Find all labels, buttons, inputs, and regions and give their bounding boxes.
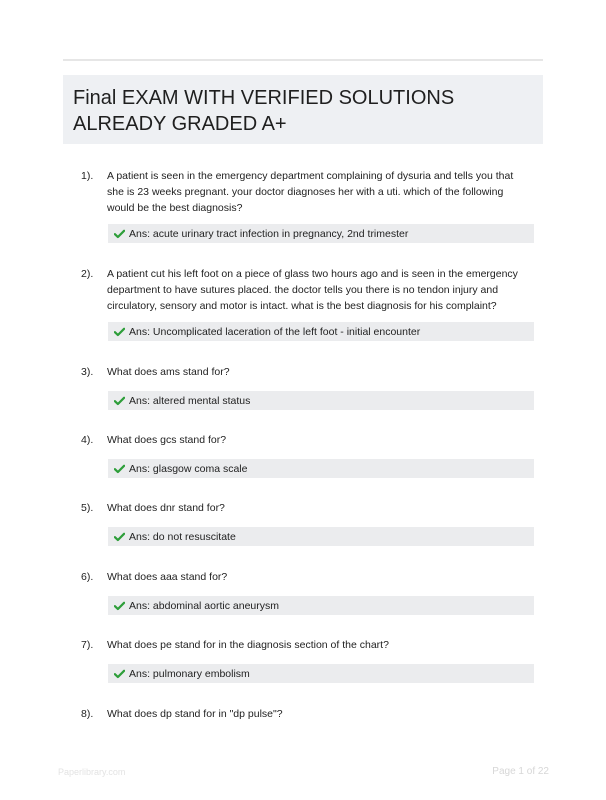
footer-watermark: Paperlibrary.com: [58, 767, 126, 777]
answer-text: Ans: abdominal aortic aneurysm: [129, 599, 279, 612]
checkmark-icon: [114, 229, 125, 239]
document-title: Final EXAM WITH VERIFIED SOLUTIONS ALREADY GRADED A+: [73, 87, 455, 135]
answer-box: [108, 596, 534, 615]
question-text: What does ams stand for?: [107, 366, 230, 378]
checkmark-icon: [114, 327, 125, 337]
answer-text: Ans: acute urinary tract infection in pregnancy, 2nd trimester: [129, 227, 409, 240]
checkmark-icon: [114, 464, 125, 474]
question-text: What does pe stand for in the diagnosis section of the chart?: [107, 639, 389, 651]
question-text: What does aaa stand for?: [107, 571, 228, 583]
page-indicator: Page 1 of 22: [492, 766, 549, 777]
question-number: 8).: [81, 708, 94, 720]
checkmark-icon: [114, 396, 125, 406]
question-number: 3).: [81, 366, 94, 378]
question-number: 4).: [81, 434, 94, 446]
answer-text: Ans: glasgow coma scale: [129, 462, 248, 475]
top-divider: [63, 59, 543, 61]
question-number: 2).: [81, 268, 94, 280]
answer-box: [108, 459, 534, 478]
question-number: 7).: [81, 639, 94, 651]
question-number: 6).: [81, 571, 94, 583]
answer-box: [108, 322, 534, 341]
answer-box: [108, 224, 534, 243]
question-text: What does dnr stand for?: [107, 502, 225, 514]
checkmark-icon: [114, 601, 125, 611]
question-text: What does dp stand for in "dp pulse"?: [107, 708, 283, 720]
question-number: 1).: [81, 170, 94, 182]
title-banner: [63, 75, 543, 144]
answer-box: [108, 664, 534, 683]
question-number: 5).: [81, 502, 94, 514]
answer-box: [108, 527, 534, 546]
question-text: A patient is seen in the emergency department complaining of dysuria and tells you that she is 23 weeks pregnant. your doctor diagnoses her with a uti. which of the following would be the best diagnosis?: [107, 170, 514, 214]
checkmark-icon: [114, 532, 125, 542]
question-text: What does gcs stand for?: [107, 434, 227, 446]
question-text: A patient cut his left foot on a piece of glass two hours ago and is seen in the emergency department to have sutures placed. the doctor tells you there is no tendon injury and circulatory, sensory and motor is intact. what is the best diagnosis for his complaint?: [107, 268, 518, 312]
checkmark-icon: [114, 669, 125, 679]
answer-text: Ans: altered mental status: [129, 394, 251, 407]
answer-text: Ans: pulmonary embolism: [129, 667, 250, 680]
answer-text: Ans: Uncomplicated laceration of the left foot - initial encounter: [129, 325, 421, 338]
answer-box: [108, 391, 534, 410]
answer-text: Ans: do not resuscitate: [129, 530, 236, 543]
